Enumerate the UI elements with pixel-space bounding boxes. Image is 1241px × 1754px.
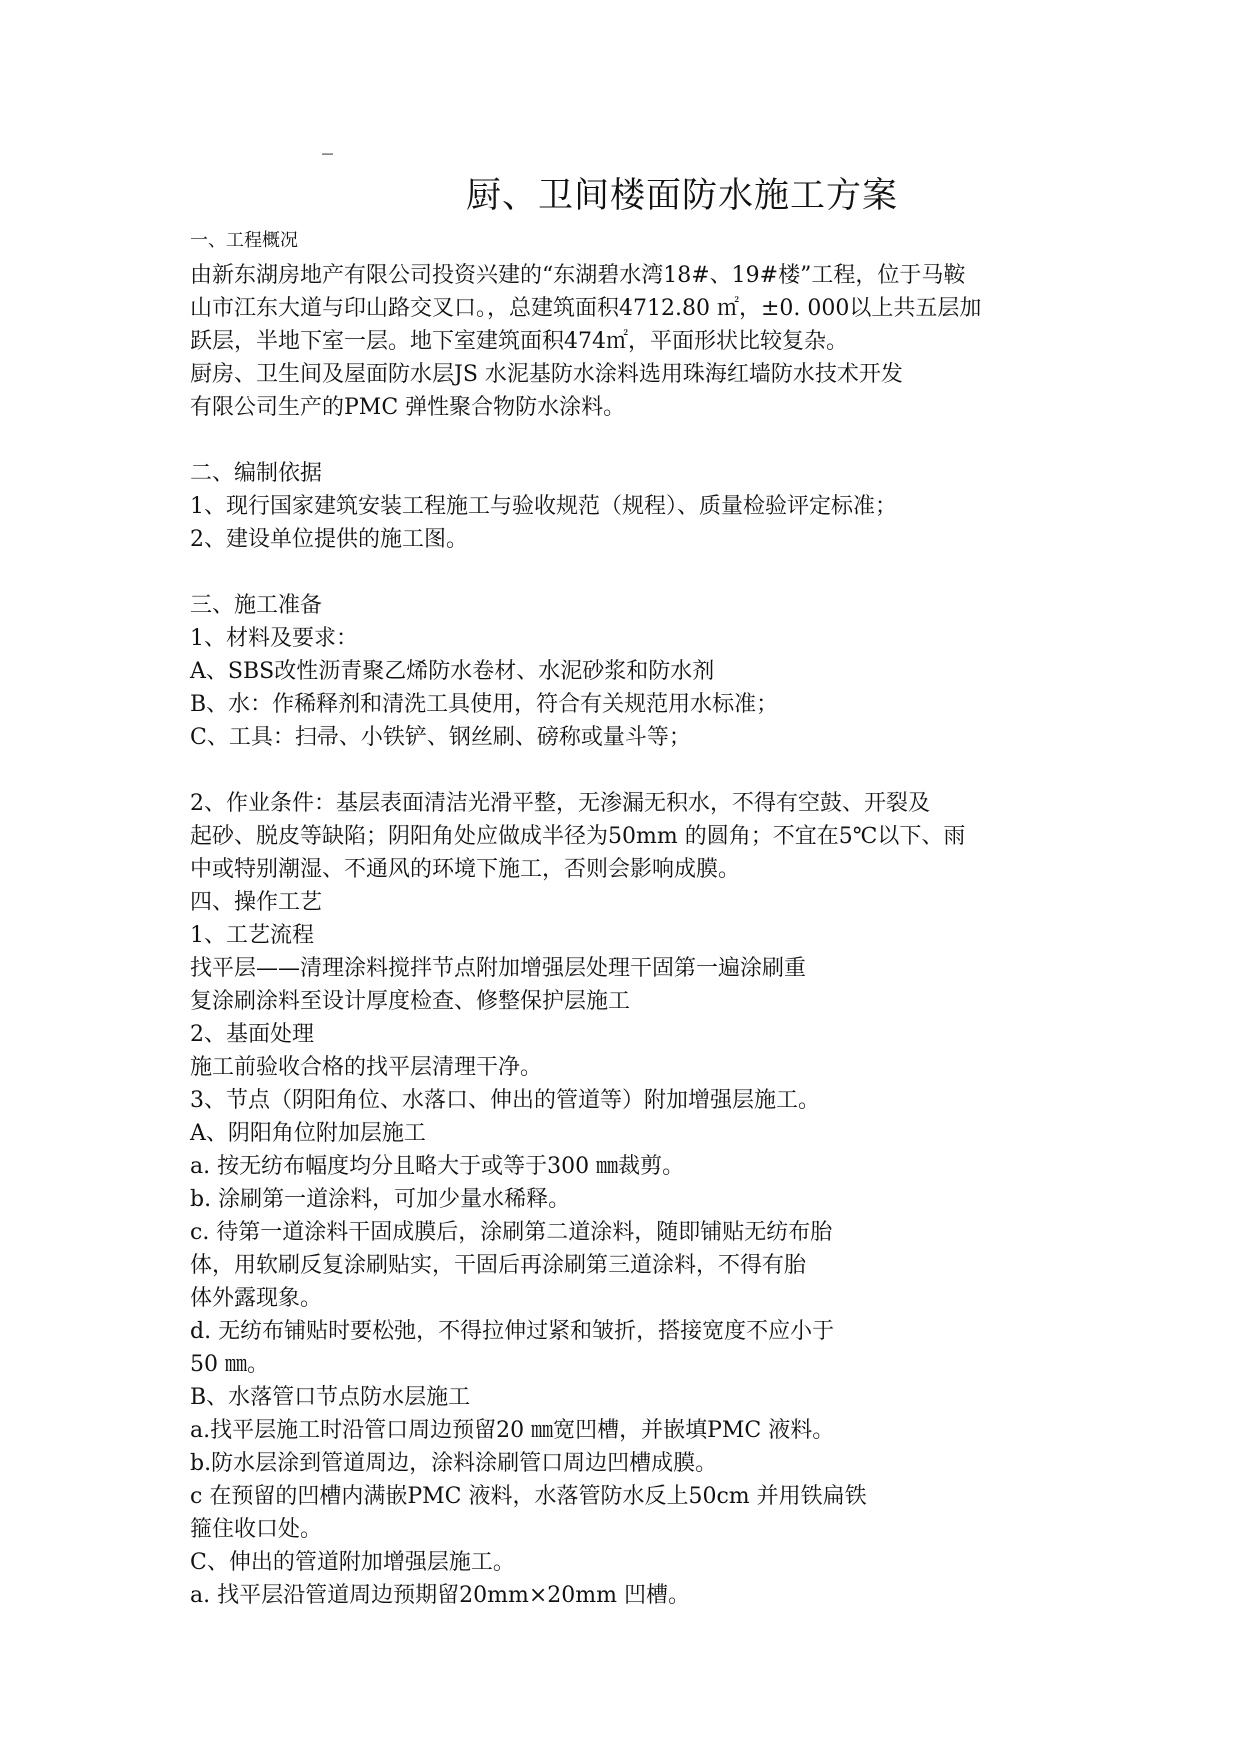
paragraph-line: A、SBS改性沥青聚乙烯防水卷材、水泥砂浆和防水剂 xyxy=(190,659,715,684)
paragraph-line: 跃层，半地下室一层。地下室建筑面积474㎡，平面形状比较复杂。 xyxy=(190,329,848,354)
section-heading-overview: 一、工程概况 xyxy=(190,230,298,251)
paragraph-line: 50 ㎜。 xyxy=(190,1352,269,1377)
paragraph-line: 2、基面处理 xyxy=(190,1022,314,1047)
paragraph-line: 有限公司生产的PMC 弹性聚合物防水涂料。 xyxy=(190,395,626,420)
paragraph-line: 找平层——清理涂料搅拌节点附加增强层处理干固第一遍涂刷重 xyxy=(190,956,807,981)
paragraph-line: b. 涂刷第一道涂料，可加少量水稀释。 xyxy=(190,1187,571,1212)
paragraph-line: 中或特别潮湿、不通风的环境下施工，否则会影响成膜。 xyxy=(190,857,741,882)
paragraph-line: 1、现行国家建筑安装工程施工与验收规范（规程）、质量检验评定标准； xyxy=(190,494,897,519)
blank-line xyxy=(190,754,1070,787)
paragraph-line: 箍住收口处。 xyxy=(190,1517,323,1542)
paragraph-line: b.防水层涂到管道周边，涂料涂刷管口周边凹槽成膜。 xyxy=(190,1451,718,1476)
blank-line xyxy=(190,424,1070,457)
paragraph-line: a. 找平层沿管道周边预期留20mm×20mm 凹槽。 xyxy=(190,1583,690,1608)
paragraph-line: 2、建设单位提供的施工图。 xyxy=(190,527,468,552)
section-heading-process: 四、操作工艺 xyxy=(190,890,323,915)
header-mark: _ xyxy=(322,130,333,155)
paragraph-line: 1、工艺流程 xyxy=(190,923,314,948)
paragraph-line: c. 待第一道涂料干固成膜后，涂刷第二道涂料，随即铺贴无纺布胎 xyxy=(190,1220,833,1245)
paragraph-line: 厨房、卫生间及屋面防水层JS 水泥基防水涂料选用珠海红墙防水技术开发 xyxy=(190,362,903,387)
paragraph-line: a. 按无纺布幅度均分且略大于或等于300 ㎜裁剪。 xyxy=(190,1154,685,1179)
section-heading-basis: 二、编制依据 xyxy=(190,461,323,486)
paragraph-line: 施工前验收合格的找平层清理干净。 xyxy=(190,1055,543,1080)
paragraph-line: B、水落管口节点防水层施工 xyxy=(190,1385,471,1410)
section-heading-preparation: 三、施工准备 xyxy=(190,593,323,618)
paragraph-line: c 在预留的凹槽内满嵌PMC 液料，水落管防水反上50cm 并用铁扁铁 xyxy=(190,1484,867,1509)
paragraph-line: B、水：作稀释剂和清洗工具使用，符合有关规范用水标准； xyxy=(190,692,779,717)
paragraph-line: 复涂刷涂料至设计厚度检查、修整保护层施工 xyxy=(190,989,631,1014)
paragraph-line: C、伸出的管道附加增强层施工。 xyxy=(190,1550,515,1575)
blank-line xyxy=(190,556,1070,589)
paragraph-line: 1、材料及要求： xyxy=(190,626,358,651)
document-title: 厨、卫间楼面防水施工方案 xyxy=(466,176,899,216)
paragraph-line: 山市江东大道与印山路交叉口。，总建筑面积4712.80 ㎡，±0. 000以上共五层加 xyxy=(190,296,982,321)
paragraph-line: d. 无纺布铺贴时要松弛，不得拉伸过紧和皱折，搭接宽度不应小于 xyxy=(190,1319,835,1344)
paragraph-line: a.找平层施工时沿管口周边预留20 ㎜宽凹槽，并嵌填PMC 液料。 xyxy=(190,1418,835,1443)
paragraph-line: C、工具：扫帚、小铁铲、钢丝刷、磅称或量斗等； xyxy=(190,725,691,750)
paragraph-line: A、阴阳角位附加层施工 xyxy=(190,1121,426,1146)
paragraph-line: 3、节点（阴阳角位、水落口、伸出的管道等）附加增强层施工。 xyxy=(190,1088,820,1113)
paragraph-line: 由新东湖房地产有限公司投资兴建的“东湖碧水湾18#、19#楼”工程，位于马鞍 xyxy=(190,263,966,288)
document-body xyxy=(190,229,1070,1612)
paragraph-line: 2、作业条件：基层表面清洁光滑平整，无渗漏无积水，不得有空鼓、开裂及 xyxy=(190,791,930,816)
paragraph-line: 体，用软刷反复涂刷贴实，干固后再涂刷第三道涂料，不得有胎 xyxy=(190,1253,807,1278)
paragraph-line: 体外露现象。 xyxy=(190,1286,323,1311)
paragraph-line: 起砂、脱皮等缺陷；阴阳角处应做成半径为50mm 的圆角；不宜在5℃以下、雨 xyxy=(190,824,966,849)
